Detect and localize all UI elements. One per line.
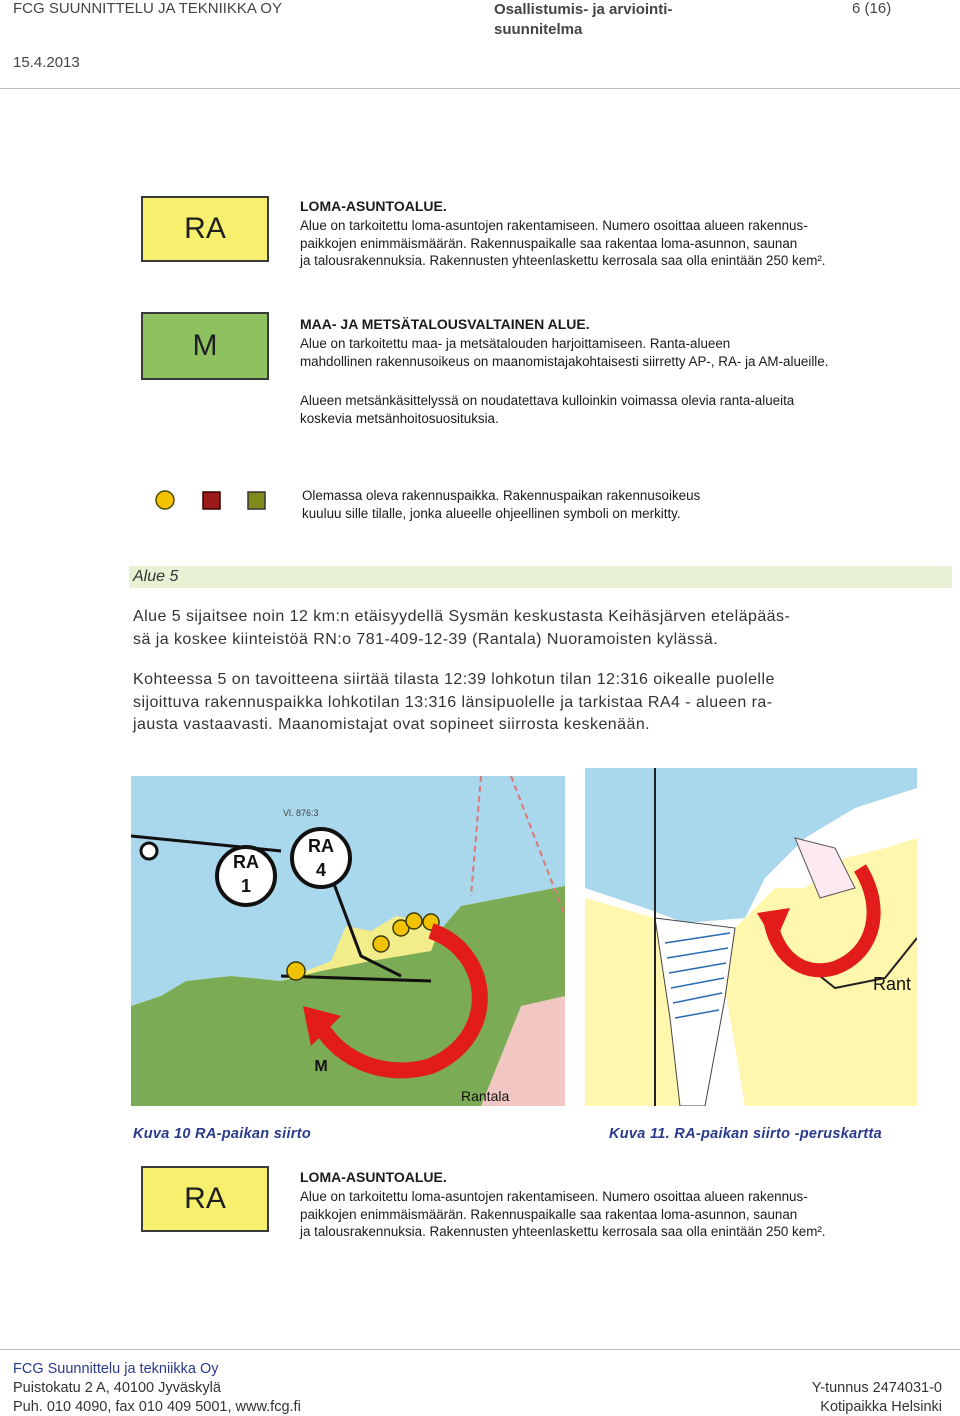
legend-m-title: MAA- JA METSÄTALOUSVALTAINEN ALUE. (300, 316, 590, 332)
legend-ra-code: RA (184, 212, 226, 245)
paragraph-line: Alue 5 sijaitsee noin 12 km:n etäisyydellä Sysmän keskustasta Keihäsjärven eteläpääs- (133, 608, 791, 625)
map-label-m: M (314, 1058, 328, 1075)
footer-kotipaikka: Kotipaikka Helsinki (820, 1399, 942, 1415)
map-label-property: Vl. 876:3 (283, 808, 319, 818)
legend-m-line: mahdollinen rakennusoikeus on maanomistajakohtaisesti siirretty AP-, RA- ja AM-alueille. (300, 353, 829, 369)
footer-ytunnus: Y-tunnus 2474031-0 (811, 1380, 942, 1396)
legend-ra-title: LOMA-ASUNTOALUE. (300, 198, 447, 214)
legend-m-line: Alue on tarkoitettu maa- ja metsätalouden harjoittamiseen. Ranta-alueen (300, 336, 731, 351)
footer-divider (0, 1349, 960, 1350)
document-date: 15.4.2013 (13, 54, 80, 71)
legend-m-line: Alueen metsänkäsittelyssä on noudatettava kulloinkin voimassa olevia ranta-alueita (300, 393, 795, 408)
footer-company: FCG Suunnittelu ja tekniikka Oy (13, 1361, 219, 1377)
legend-ra2-line: Alue on tarkoitettu loma-asuntojen rakentamiseen. Numero osoittaa alueen rakennus- (300, 1189, 808, 1204)
legend-ra2-swatch (141, 1166, 269, 1232)
legend-ra2-line: paikkojen enimmäismäärän. Rakennuspaikalle saa rakentaa loma-asunnon, saunan (300, 1206, 798, 1222)
legend-symbols-line: kuuluu sille tilalle, jonka alueelle ohjeellinen symboli on merkitty. (302, 505, 681, 521)
legend-m-code: M (192, 329, 218, 362)
figure-caption-11: Kuva 11. RA-paikan siirto -peruskartta (609, 1126, 883, 1142)
legend-ra-line: Alue on tarkoitettu loma-asuntojen rakentamiseen. Numero osoittaa alueen rakennus- (300, 218, 808, 233)
footer-left (13, 1360, 301, 1416)
legend-symbols (150, 486, 270, 516)
section-heading: Alue 5 (133, 568, 179, 585)
section-paragraph-1 (133, 606, 790, 651)
legend-ra-line: paikkojen enimmäismäärän. Rakennuspaikalle saa rakentaa loma-asunnon, saunan (300, 235, 798, 251)
footer-phone: Puh. 010 4090, fax 010 409 5001, www.fcg.fi (13, 1399, 301, 1415)
legend-symbols-text (302, 487, 700, 522)
paragraph-line: sä ja koskee kiinteistöä RN:o 781-409-12-39 (Rantala) Nuoramoisten kylässä. (133, 630, 719, 648)
map-label-ra1: RA (233, 852, 259, 872)
legend-ra-text (300, 217, 826, 270)
legend-ra2-code: RA (184, 1182, 226, 1215)
paragraph-line: sijoittuva rakennuspaikka lohkotilan 13:316 länsipuolelle ja tarkistaa RA4 - alueen ra- (133, 693, 773, 711)
header-divider (0, 88, 960, 89)
page-number: 6 (16) (852, 0, 892, 17)
map-label-rantala: Rantala (461, 1088, 510, 1104)
legend-m-text-2 (300, 392, 794, 427)
document-title (494, 0, 672, 40)
map-basemap (585, 768, 917, 1106)
header-org: FCG SUUNNITTELU JA TEKNIIKKA OY (13, 0, 282, 17)
legend-ra2-line: ja talousrakennuksia. Rakennusten yhteenlaskettu kerrosala saa olla enintään 250 kem². (300, 1224, 826, 1239)
olive-square-icon (248, 492, 265, 509)
legend-ra2-text (300, 1188, 826, 1241)
map2-label-rant: Rant (873, 974, 912, 994)
map-ra-transfer (131, 776, 565, 1106)
document-title-line2: suunnitelma (494, 21, 583, 38)
paragraph-line: Kohteessa 5 on tavoitteena siirtää tilasta 12:39 lohkotun tilan 12:316 oikealle puolelle (133, 671, 775, 688)
paragraph-line: jausta vastaavasti. Maanomistajat ovat sopineet siirrosta keskenään. (133, 716, 651, 733)
footer-address: Puistokatu 2 A, 40100 Jyväskylä (13, 1380, 221, 1396)
map-label-ra4: RA (308, 836, 334, 856)
legend-ra-line: ja talousrakennuksia. Rakennusten yhteenlaskettu kerrosala saa olla enintään 250 kem². (300, 253, 826, 268)
section-paragraph-2 (133, 669, 775, 737)
legend-ra2-title: LOMA-ASUNTOALUE. (300, 1169, 447, 1185)
red-square-icon (203, 492, 220, 509)
legend-ra-swatch (141, 196, 269, 262)
document-title-line1: Osallistumis- ja arviointi- (494, 1, 673, 18)
map-label-ra1-num: 1 (240, 876, 252, 896)
legend-m-text (300, 335, 828, 370)
legend-m-swatch (141, 312, 269, 380)
legend-m-line: koskevia metsänhoitosuosituksia. (300, 410, 499, 426)
section-heading-band (129, 566, 952, 588)
footer-right (790, 1379, 942, 1416)
figure-caption-10: Kuva 10 RA-paikan siirto (133, 1126, 312, 1142)
legend-symbols-line: Olemassa oleva rakennuspaikka. Rakennuspaikan rakennusoikeus (302, 488, 701, 503)
map-label-ra4-num: 4 (315, 860, 327, 880)
existing-site-circle-icon (156, 491, 174, 509)
